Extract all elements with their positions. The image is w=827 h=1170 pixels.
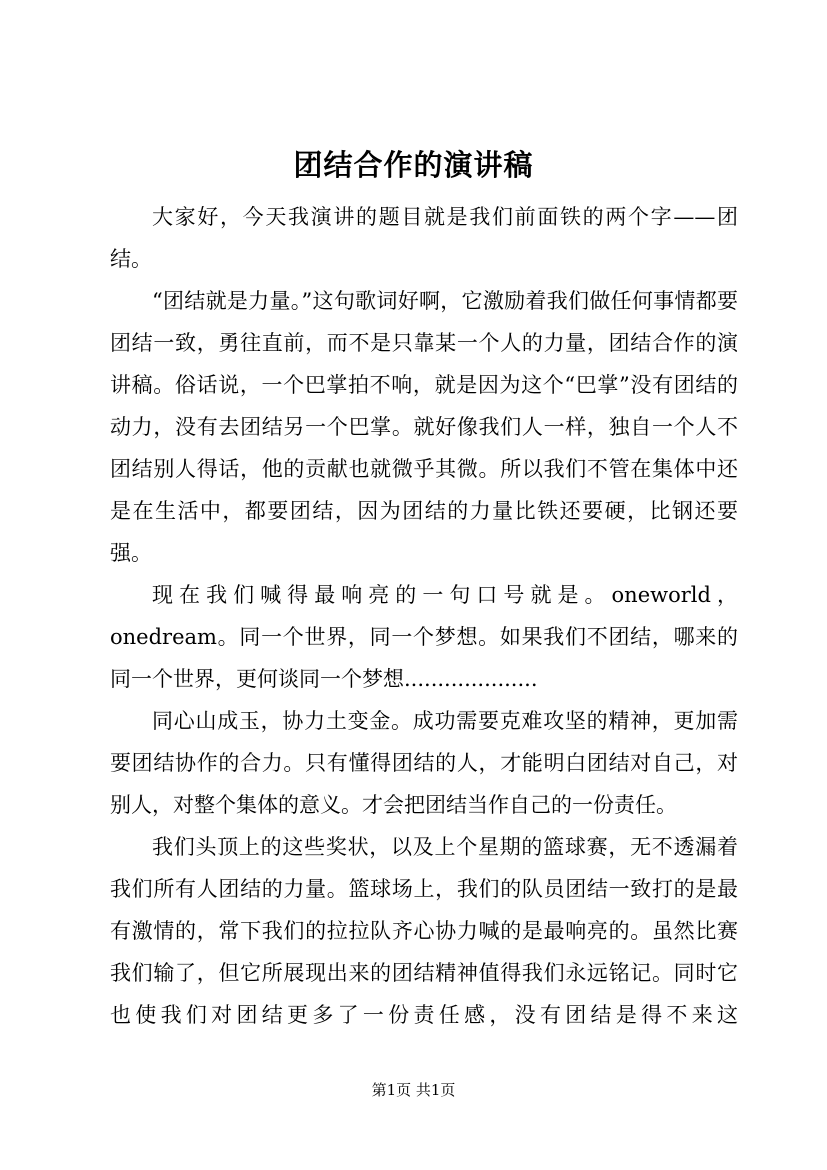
paragraph-1: 大家好，今天我演讲的题目就是我们前面铁的两个字——团结。: [110, 205, 738, 271]
paragraph-2: “团结就是力量。”这句歌词好啊，它激励着我们做任何事情都要团结一致，勇往直前，而不是只靠某一个人的力量，团结合作的演讲稿。俗话说，一个巴掌拍不响，就是因为这个“巴掌”没有团结的动力，没有去团结另一个巴掌。就好像我们人一样，独自一个人不团结别人得话，他的贡献也就微乎其微。所以我们不管在集体中还是在生活中，都要团结，因为团结的力量比铁还要硬，比钢还要强。: [110, 289, 738, 565]
paragraph-4: 同心山成玉，协力土变金。成功需要克难攻坚的精神，更加需要团结协作的合力。只有懂得团结的人，才能明白团结对自己，对别人，对整个集体的意义。才会把团结当作自己的一份责任。: [110, 709, 738, 817]
document-body: [110, 196, 738, 1036]
document-title: 团结合作的演讲稿: [293, 148, 534, 182]
paragraph-5: 我们头顶上的这些奖状，以及上个星期的篮球赛，无不透漏着我们所有人团结的力量。篮球场上，我们的队员团结一致打的是最有激情的，常下我们的拉拉队齐心协力喊的是最响亮的。虽然比赛我们输了，但它所展现出来的团结精神值得我们永远铭记。同时它也使我们对团结更多了一份责任感，没有团结是得不来这: [110, 835, 738, 1027]
paragraph-3: 现在我们喊得最响亮的一句口号就是。oneworld，onedream。同一个世界，同一个梦想。如果我们不团结，哪来的同一个世界，更何谈同一个梦想....................: [110, 583, 738, 691]
page-footer: 第1页 共1页: [371, 1081, 456, 1099]
